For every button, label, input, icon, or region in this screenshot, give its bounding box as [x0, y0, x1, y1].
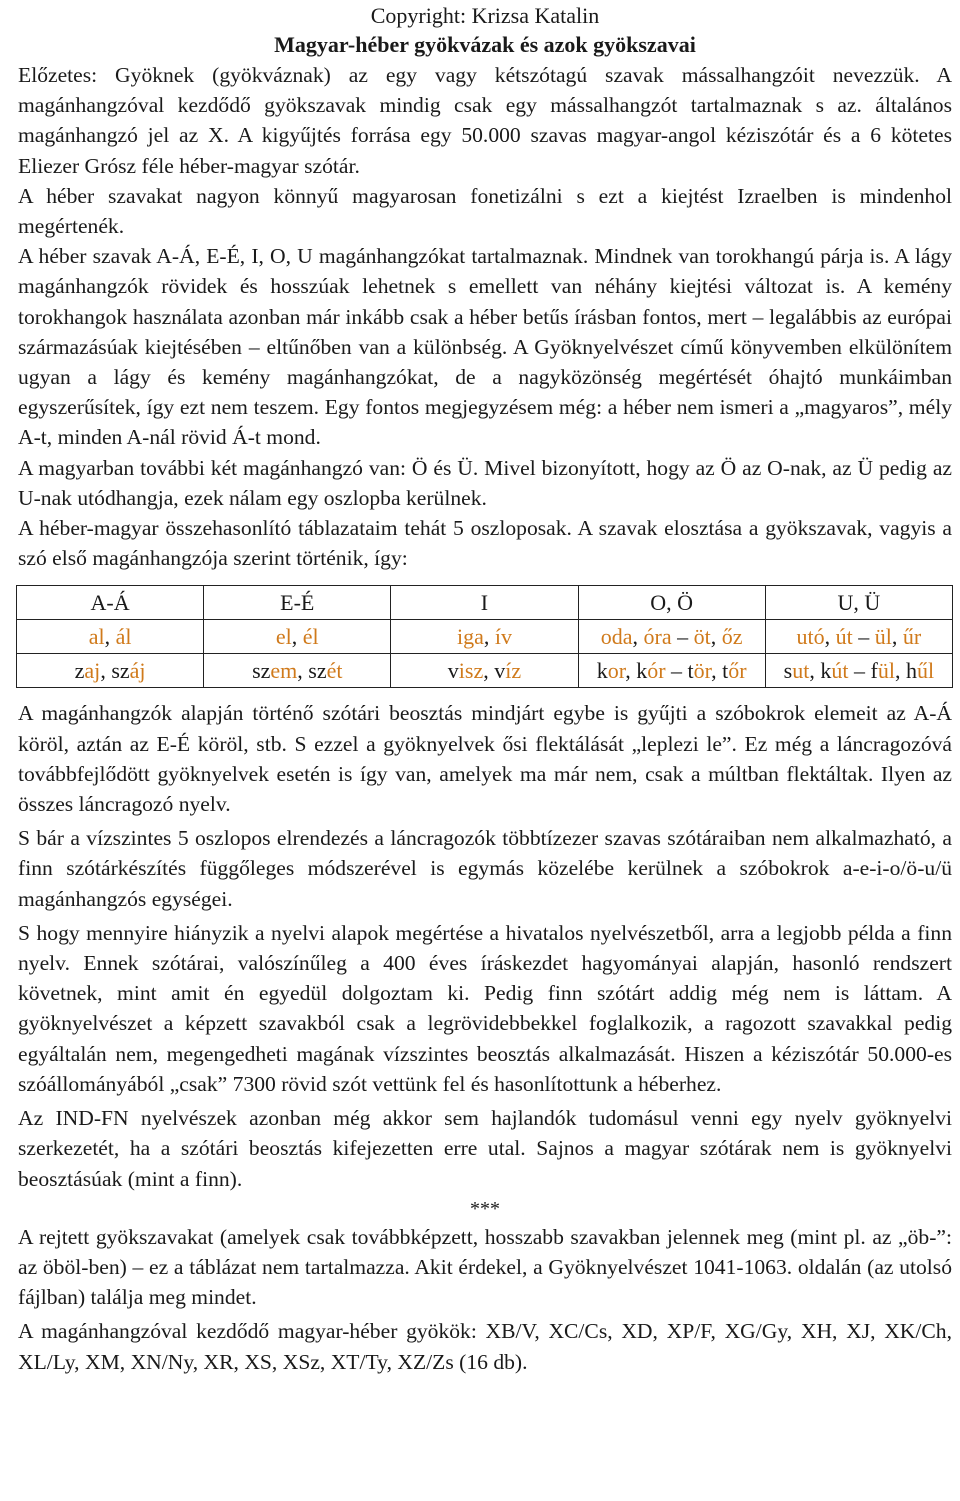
- vowel-highlight: él: [302, 623, 319, 649]
- section-separator: ***: [470, 1197, 500, 1220]
- vowel-highlight: or: [607, 657, 626, 683]
- vowel-highlight: ut: [792, 657, 810, 683]
- closing-paragraph: A rejtett gyökszavakat (amelyek csak továbbképzett, hosszabb szavakban jelennek meg (mint pl. az „öb-”: az öböl-ben) – ez a táblázat nem tartalmazza. Akit érdekel, a Gyöknyelvészet 1041-1063. oldalán (az utolsó fájlban) találja meg mindet.: [18, 1224, 952, 1310]
- table-header-cell: E-É: [204, 586, 391, 620]
- vowel-highlight: áj: [129, 657, 146, 683]
- vowel-highlight: oda: [600, 623, 633, 649]
- intro-paragraph: A héber szavakat nagyon könnyű magyarosan fonetizálni s ezt a kiejtést Izraelben is mindenhol megértenék.: [18, 183, 952, 239]
- vowel-highlight: út: [831, 657, 849, 683]
- table-header-cell: O, Ö: [578, 586, 765, 620]
- vowel-highlight: űl: [916, 657, 935, 683]
- table-row: [17, 654, 953, 688]
- vowel-highlight: út: [835, 623, 853, 649]
- vowel-highlight: ál: [115, 623, 132, 649]
- vowel-highlight: űr: [902, 623, 922, 649]
- table-header-cell: U, Ü: [765, 586, 952, 620]
- vowel-highlight: el: [275, 623, 292, 649]
- document-title: Magyar-héber gyökvázak és azok gyökszavai: [274, 32, 696, 57]
- document-page: [18, 0, 952, 1377]
- table-row: [17, 620, 953, 654]
- vowel-highlight: utó: [796, 623, 825, 649]
- table-cell: el, él: [204, 620, 391, 654]
- vowel-highlight: ör: [693, 657, 712, 683]
- copyright-line: Copyright: Krizsa Katalin: [370, 3, 600, 28]
- closing-paragraph: A magánhangzóval kezdődő magyar-héber gyökök: XB/V, XC/Cs, XD, XP/F, XG/Gy, XH, XJ, XK/Ch, XL/Ly, XM, XN/Ny, XR, XS, XSz, XT/Ty, XZ/Zs (16 db).: [18, 1319, 952, 1374]
- vowel-highlight: ül: [877, 657, 895, 683]
- table-header-row: [17, 586, 953, 620]
- intro-paragraph: Előzetes: Gyöknek (gyökváznak) az egy vagy kétszótagú szavak mássalhangzóit nevezzük. A magánhangzóval kezdődő gyökszavak mindig csak egy mássalhangzót tartalmaznak s az. általános magánhangzó jel az X. A kigyűjtés forrása egy 50.000 szavas magyar-angol kéziszótár és a 6 kötetes Eliezer Grósz féle héber-magyar szótár.: [18, 63, 952, 178]
- table-cell: oda, óra – öt, őz: [578, 620, 765, 654]
- table-cell: visz, víz: [391, 654, 578, 688]
- table-cell: szem, szét: [204, 654, 391, 688]
- vowel-highlight: öt: [693, 623, 711, 649]
- body-paragraph: S bár a vízszintes 5 oszlopos elrendezés a láncragozók többtízezer szavas szótáraiban nem alkalmazható, a finn szótárkészítés függőleges módszerével is egymás közelébe kerülnek a szóbokrok a-e-i-o/ö-u/ü magánhangzós egységei.: [18, 826, 952, 911]
- table-cell: zaj, száj: [17, 654, 204, 688]
- vowel-highlight: ór: [647, 657, 666, 683]
- table-cell: kor, kór – tör, tőr: [578, 654, 765, 688]
- vowel-highlight: em: [270, 657, 298, 683]
- vowel-highlight: őr: [728, 657, 747, 683]
- table-cell: al, ál: [17, 620, 204, 654]
- vowel-highlight: isz: [458, 657, 484, 683]
- body-paragraph: Az IND-FN nyelvészek azonban még akkor sem hajlandók tudomásul venni egy nyelv gyöknyelvi szerkezetét, ha a szótári beosztás kifejezetten erre utal. Sajnos a magyar szótárak nem is gyöknyelvi beosztásúak (mint a finn).: [18, 1106, 952, 1191]
- intro-paragraph: A magyarban további két magánhangzó van: Ö és Ü. Mivel bizonyított, hogy az Ö az O-nak, az Ü pedig az U-nak utódhangja, ezek nálam egy oszlopba kerülnek.: [18, 455, 952, 510]
- table-header-cell: A-Á: [17, 586, 204, 620]
- vowel-highlight: al: [88, 623, 105, 649]
- vowel-highlight: őz: [721, 623, 743, 649]
- body-paragraph: S hogy mennyire hiányzik a nyelvi alapok megértése a hivatalos nyelvészetből, arra a legjobb példa a finn nyelv. Ennek szótárai, valószínűleg a 400 éves íráskezdet hagyományai alapján, hasonló rendszert követnek, mint amit én egyedül dolgoztam ki. Pedig finn szótárt addig még nem is láttam. A gyöknyelvészet a képzett szavakból csak a legrövidebbekkel foglalkozik, a ragozott szavakkal pedig egyáltalán nem, megengedheti magának vízszintes beosztás alkalmazását. Hiszen a kéziszótár 50.000-es szóállományából „csak” 7300 rövid szót vettünk fel és hasonlítottunk a héberhez.: [18, 920, 952, 1096]
- vowel-highlight: aj: [84, 657, 101, 683]
- table-cell: iga, ív: [391, 620, 578, 654]
- vowel-highlight: ét: [326, 657, 343, 683]
- intro-paragraph: A héber-magyar összehasonlító táblazataim tehát 5 oszloposak. A szavak elosztása a gyökszavak, vagyis a szó első magánhangzója szerint történik, így:: [18, 516, 952, 571]
- vowel-highlight: íz: [505, 657, 522, 683]
- intro-paragraph: A héber szavak A-Á, E-É, I, O, U magánhangzókat tartalmaznak. Mindnek van torokhangú párja is. A lágy magánhangzók rövidek és hosszúak lehetnek s emellett van néhány kiejtési változat is. A kemény torokhangok használata azonban már inkább csak a héber betűs írásban fontos, mert – legalábbis az európai származásúak kiejtésében – eltűnőben van a különbség. A Gyöknyelvészet című könyvemben elkülönítem ugyan a lágy és kemény magánhangzókat, de a nagyközönség megértését óhajtó munkáimban egyszerűsítek, így ezt nem teszem. Egy fontos megjegyzésem még: a héber nem ismeri a „magyaros”, mély A-t, minden A-nál rövid Á-t mond.: [18, 244, 952, 450]
- table-cell: utó, út – ül, űr: [765, 620, 952, 654]
- table-header-cell: I: [391, 586, 578, 620]
- vowel-table: [16, 585, 953, 688]
- table-cell: sut, kút – fül, hűl: [765, 654, 952, 688]
- body-paragraph: A magánhangzók alapján történő szótári beosztás mindjárt egybe is gyűjti a szóbokrok elemeit az A-Á köröl, aztán az E-É köröl, stb. S ezzel a gyöknyelvek ősi flektálását „leplezi le”. Ez még a láncragozóvá továbbfejlődött gyöknyelvek esetén is így van, amelyek ma már nem, csak a múltban flektáltak. Ilyen az összes láncragozó nyelv.: [18, 701, 952, 817]
- vowel-highlight: ív: [494, 623, 512, 649]
- vowel-highlight: iga: [456, 623, 484, 649]
- vowel-highlight: óra: [643, 623, 672, 649]
- vowel-highlight: ül: [874, 623, 892, 649]
